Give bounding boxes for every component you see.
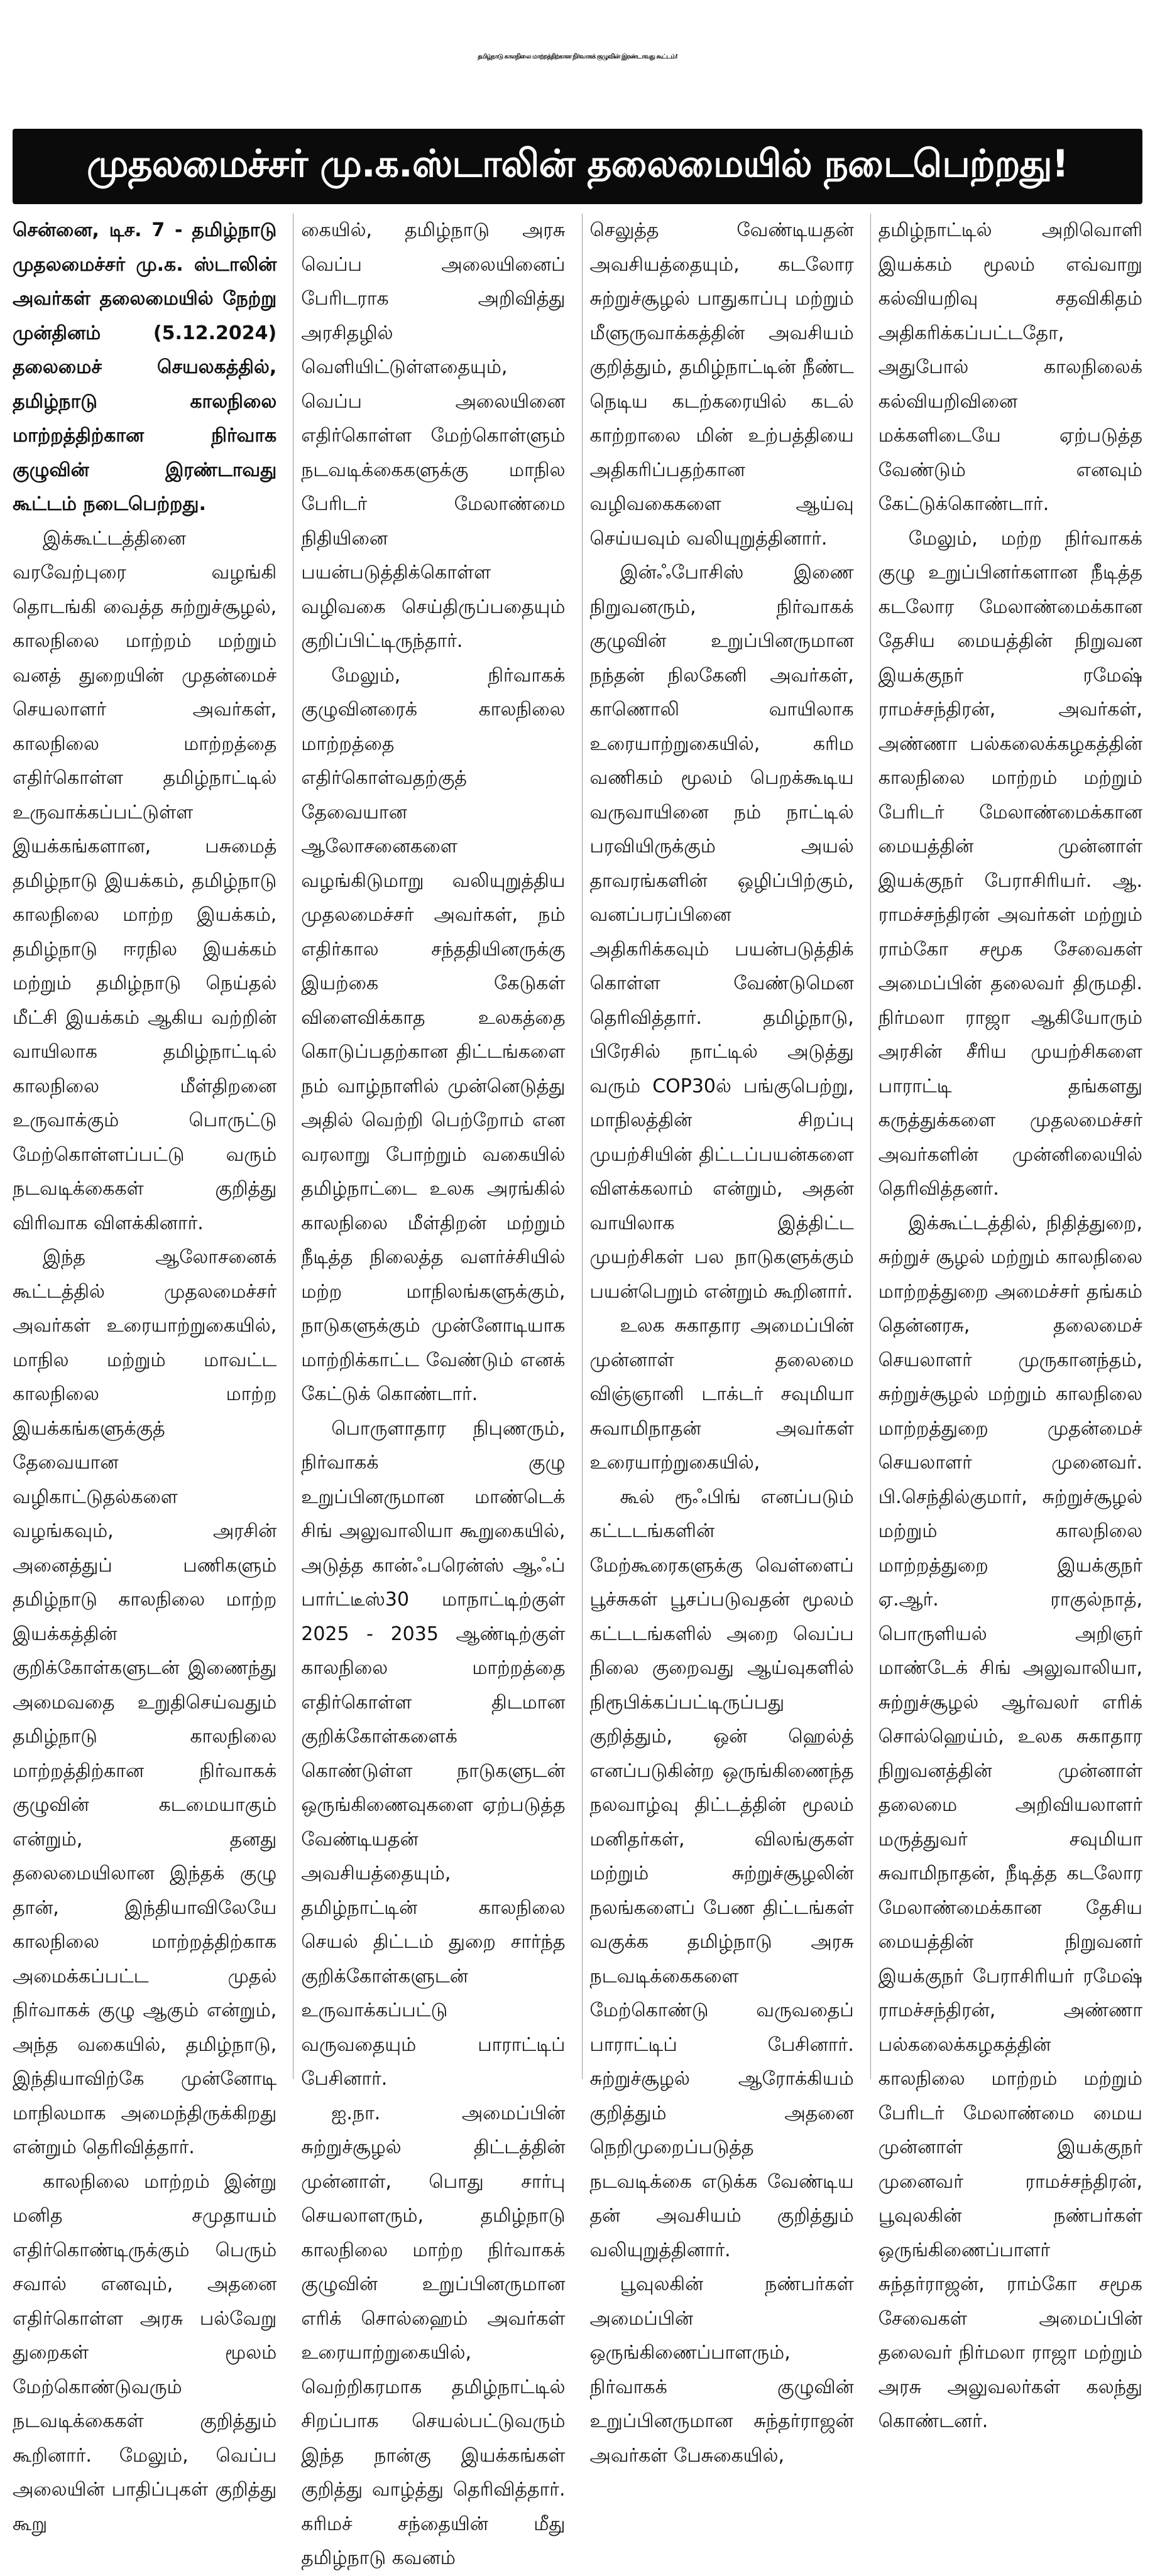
paragraph: தமிழ்நாட்டில் அறிவொளி இயக்கம் மூலம் எவ்வாறு கல்வியறிவு சதவிகிதம் அதிகரிக்கப்பட்டதோ, அதுபோல் காலநிலைக் கல்வியறிவினை மக்களிடையே ஏற்படுத்த வேண்டும் எனவும் கேட்டுக்கொண்டார். xyxy=(878,219,1142,515)
paragraph: பொருளாதார நிபுணரும், நிர்வாகக் குழு உறுப்பினருமான மாண்டெக் சிங் அலுவாலியா கூறுகையில், அடுத்த கான்ஃபரென்ஸ் ஆஃப் பார்ட்டீஸ்30 மாநாட்டிற்குள் 2025 - 2035 ஆண்டிற்குள் காலநிலை மாற்றத்தை எதிர்கொள்ள திடமான குறிக்கோள்களைக் கொண்டுள்ள நாடுகளுடன் ஒருங்கிணைவுகளை ஏற்படுத்த வேண்டியதன் அவசியத்தையும், தமிழ்நாட்டின் காலநிலை செயல் திட்டம் துறை சார்ந்த குறிக்கோள்களுடன் உருவாக்கப்பட்டு வருவதையும் பாராட்டிப் பேசினார். xyxy=(301,1417,566,2090)
article-column-3 xyxy=(582,214,854,2467)
subheadline-banner xyxy=(13,129,1142,204)
paragraph: இக்கூட்டத்தினை வரவேற்புரை வழங்கி தொடங்கி வைத்த சுற்றுச்சூழல், காலநிலை மாற்றம் மற்றும் வனத் துறையின் முதன்மைச் செயலாளர் அவர்கள், காலநிலை மாற்றத்தை எதிர்கொள்ள தமிழ்நாட்டில் உருவாக்கப்பட்டுள்ள இயக்கங்களான, பசுமைத் தமிழ்நாடு இயக்கம், தமிழ்நாடு காலநிலை மாற்ற இயக்கம், தமிழ்நாடு ஈரநில இயக்கம் மற்றும் தமிழ்நாடு நெய்தல் மீட்சி இயக்கம் ஆகிய வற்றின் வாயிலாக தமிழ்நாட்டில் காலநிலை மீள்திறனை உருவாக்கும் பொருட்டு மேற்கொள்ளப்பட்டு வரும் நடவடிக்கைகள் குறித்து விரிவாக விளக்கினார். xyxy=(13,527,277,1234)
paragraph: இன்ஃபோசிஸ் இணை நிறுவனரும், நிர்வாகக் குழுவின் உறுப்பினருமான நந்தன் நிலகேனி அவர்கள், காணொலி வாயிலாக உரையாற்றுகையில், கரிம வணிகம் மூலம் பெறக்கூடிய வருவாயினை நம் நாட்டில் பரவியிருக்கும் அயல் தாவரங்களின் ஒழிப்பிற்கும், வனப்பரப்பினை அதிகரிக்கவும் பயன்படுத்திக் கொள்ள வேண்டுமென தெரிவித்தார். தமிழ்நாடு, பிரேசில் நாட்டில் அடுத்து வரும் COP30ல் பங்குபெற்று, மாநிலத்தின் சிறப்பு முயற்சியின் திட்டப்பயன்களை விளக்கலாம் என்றும், அதன் வாயிலாக இத்திட்ட முயற்சிகள் பல நாடுகளுக்கும் பயன்பெறும் என்றும் கூறினார். xyxy=(589,562,854,1303)
paragraph: மேலும், மற்ற நிர்வாகக் குழு உறுப்பினர்களான நீடித்த கடலோர மேலாண்மைக்கான தேசிய மையத்தின் நிறுவன இயக்குநர் ரமேஷ் ராமச்சந்திரன், அவர்கள், அண்ணா பல்கலைக்கழகத்தின் காலநிலை மாற்றம் மற்றும் பேரிடர் மேலாண்மைக்கான மையத்தின் முன்னாள் இயக்குநர் பேராசிரியர். ஆ. ராமச்சந்திரன் அவர்கள் மற்றும் ராம்கோ சமூக சேவைகள் அமைப்பின் தலைவர் திருமதி. நிர்மலா ராஜா ஆகியோரும் அரசின் சீரிய முயற்சிகளை பாராட்டி தங்களது கருத்துக்களை முதலமைச்சர் அவர்களின் முன்னிலையில் தெரிவித்தனர். xyxy=(878,527,1142,1200)
lead-paragraph xyxy=(13,214,276,522)
paragraph: காலநிலை மாற்றம் இன்று மனித சமுதாயம் எதிர்கொண்டிருக்கும் பெரும் சவால் எனவும், அதனை எதிர்கொள்ள அரசு பல்வேறு துறைகள் மூலம் மேற்கொண்டுவரும் நடவடிக்கைகள் குறித்தும் கூறினார். மேலும், வெப்ப அலையின் பாதிப்புகள் குறித்து கூறு xyxy=(13,2170,277,2535)
headline: தமிழ்நாடு காலநிலை மாற்றத்திற்கான நிர்வாகக் குழுவின் இரண்டாவது கூட்டம்! xyxy=(478,53,677,60)
paragraph: இக்கூட்டத்தில், நிதித்துறை, சுற்றுச் சூழல் மற்றும் காலநிலை மாற்றத்துறை அமைச்சர் தங்கம் தென்னரசு, தலைமைச் செயலாளர் முருகானந்தம், சுற்றுச்சூழல் மற்றும் காலநிலை மாற்றத்துறை முதன்மைச் செயலாளர் முனைவர். பி.செந்தில்குமார், சுற்றுச்சூழல் மற்றும் காலநிலை மாற்றத்துறை இயக்குநர் ஏ.ஆர். ராகுல்நாத், பொருளியல் அறிஞர் மாண்டேக் சிங் அலுவாலியா, சுற்றுச்சூழல் ஆர்வலர் எரிக் சொல்ஹெய்ம், உலக சுகாதார நிறுவனத்தின் முன்னாள் தலைமை அறிவியலாளர் மருத்துவர் சவுமியா சுவாமிநாதன், நீடித்த கடலோர மேலாண்மைக்கான தேசிய மையத்தின் நிறுவனர் இயக்குநர் பேராசிரியர் ரமேஷ் ராமச்சந்திரன், அண்ணா பல்கலைக்கழகத்தின் காலநிலை மாற்றம் மற்றும் பேரிடர் மேலாண்மை மைய முன்னாள் இயக்குநர் முனைவர் ராமச்சந்திரன், பூவுலகின் நண்பர்கள் ஒருங்கிணைப்பாளர் சுந்தர்ராஜன், ராம்கோ சமூக சேவைகள் அமைப்பின் தலைவர் நிர்மலா ராஜா மற்றும் அரசு அலுவலர்கள் கலந்து கொண்டனர். xyxy=(878,1212,1142,2432)
paragraph: ஐ.நா. அமைப்பின் சுற்றுச்சூழல் திட்டத்தின் முன்னாள், பொது சார்பு செயலாளரும், தமிழ்நாடு காலநிலை மாற்ற நிர்வாகக் குழுவின் உறுப்பினருமான எரிக் சொல்ஹைம் அவர்கள் உரையாற்றுகையில், வெற்றிகரமாக தமிழ்நாட்டில் சிறப்பாக செயல்பட்டுவரும் இந்த நான்கு இயக்கங்கள் குறித்து வாழ்த்து தெரிவித்தார். கரிமச் சந்தையின் மீது தமிழ்நாடு கவனம் xyxy=(301,2102,566,2569)
article-column-4 xyxy=(870,214,1142,2432)
dateline: சென்னை, டிச. 7 - xyxy=(13,219,183,241)
paragraph: மேலும், நிர்வாகக் குழுவினரைக் காலநிலை மாற்றத்தை எதிர்கொள்வதற்குத் தேவையான ஆலோசனைகளை வழங்கிடுமாறு வலியுறுத்திய முதலமைச்சர் அவர்கள், நம் எதிர்கால சந்ததியினருக்கு இயற்கை கேடுகள் விளைவிக்காத உலகத்தை கொடுப்பதற்கான திட்டங்களை நம் வாழ்நாளில் முன்னெடுத்து அதில் வெற்றி பெற்றோம் என வரலாறு போற்றும் வகையில் தமிழ்நாட்டை உலக அரங்கில் காலநிலை மீள்திறன் மற்றும் நீடித்த நிலைத்த வளர்ச்சியில் மற்ற மாநிலங்களுக்கும், நாடுகளுக்கும் முன்னோடியாக மாற்றிக்காட்ட வேண்டும் எனக் கேட்டுக் கொண்டார். xyxy=(301,664,566,1405)
lead-text: தமிழ்நாடு முதலமைச்சர் மு.க. ஸ்டாலின் அவர்கள் தலைமையில் நேற்று முன்தினம் (5.12.2024) தலைமைச் செயலகத்தில், தமிழ்நாடு காலநிலை மாற்றத்திற்கான நிர்வாக குழுவின் இரண்டாவது கூட்டம் நடைபெற்றது. xyxy=(13,219,277,515)
paragraph: கூல் ரூஃபிங் எனப்படும் கட்டடங்களின் மேற்கூரைகளுக்கு வெள்ளைப் பூச்சுகள் பூசப்படுவதன் மூலம் கட்டடங்களில் அறை வெப்ப நிலை குறைவது ஆய்வுகளில் நிரூபிக்கப்பட்டிருப்பது குறித்தும், ஒன் ஹெல்த் எனப்படுகின்ற ஒருங்கிணைந்த நலவாழ்வு திட்டத்தின் மூலம் மனிதர்கள், விலங்குகள் மற்றும் சுற்றுச்சூழலின் நலங்களைப் பேண திட்டங்கள் வகுக்க தமிழ்நாடு அரசு நடவடிக்கைகளை மேற்கொண்டு வருவதைப் பாராட்டிப் பேசினார். சுற்றுச்சூழல் ஆரோக்கியம் குறித்தும் அதனை நெறிமுறைப்படுத்த நடவடிக்கை எடுக்க வேண்டிய தன் அவசியம் குறித்தும் வலியுறுத்தினார். xyxy=(589,1486,854,2261)
paragraph: செலுத்த வேண்டியதன் அவசியத்தையும், கடலோர சுற்றுச்சூழல் பாதுகாப்பு மற்றும் மீளுருவாக்கத்தின் அவசியம் குறித்தும், தமிழ்நாட்டின் நீண்ட நெடிய கடற்கரையில் கடல் காற்றாலை மின் உற்பத்தியை அதிகரிப்பதற்கான வழிவகைகளை ஆய்வு செய்யவும் வலியுறுத்தினார். xyxy=(589,219,854,550)
paragraph: இந்த ஆலோசனைக் கூட்டத்தில் முதலமைச்சர் அவர்கள் உரையாற்றுகையில், மாநில மற்றும் மாவட்ட காலநிலை மாற்ற இயக்கங்களுக்குத் தேவையான வழிகாட்டுதல்களை வழங்கவும், அரசின் அனைத்துப் பணிகளும் தமிழ்நாடு காலநிலை மாற்ற இயக்கத்தின் குறிக்கோள்களுடன் இணைந்து அமைவதை உறுதிசெய்வதும் தமிழ்நாடு காலநிலை மாற்றத்திற்கான நிர்வாகக் குழுவின் கடமையாகும் என்றும், தனது தலைமையிலான இந்தக் குழு தான், இந்தியாவிலேயே காலநிலை மாற்றத்திற்காக அமைக்கப்பட்ட முதல் நிர்வாகக் குழு ஆகும் என்றும், அந்த வகையில், தமிழ்நாடு, இந்தியாவிற்கே முன்னோடி மாநிலமாக அமைந்திருக்கிறது என்றும் தெரிவித்தார். xyxy=(13,1246,277,2158)
paragraph: உலக சுகாதார அமைப்பின் முன்னாள் தலைமை விஞ்ஞானி டாக்டர் சவுமியா சுவாமிநாதன் அவர்கள் உரையாற்றுகையில், xyxy=(589,1315,854,1474)
subheadline: முதலமைச்சர் மு.க.ஸ்டாலின் தலைமையில் நடைபெற்றது! xyxy=(86,142,1069,186)
paragraph: கையில், தமிழ்நாடு அரசு வெப்ப அலையினைப் பேரிடராக அறிவித்து அரசிதழில் வெளியிட்டுள்ளதையும், வெப்ப அலையினை எதிர்கொள்ள மேற்கொள்ளும் நடவடிக்கைகளுக்கு மாநில பேரிடர் மேலாண்மை நிதியினை பயன்படுத்திக்கொள்ள வழிவகை செய்திருப்பதையும் குறிப்பிட்டிருந்தார். xyxy=(301,219,566,652)
article-column-2 xyxy=(293,214,566,2569)
article-body xyxy=(13,214,1142,2569)
paragraph: பூவுலகின் நண்பர்கள் அமைப்பின் ஒருங்கிணைப்பாளரும், நிர்வாகக் குழுவின் உறுப்பினருமான சுந்தர்ராஜன் அவர்கள் பேசுகையில், xyxy=(589,2273,854,2467)
article-column-1 xyxy=(13,214,277,2535)
